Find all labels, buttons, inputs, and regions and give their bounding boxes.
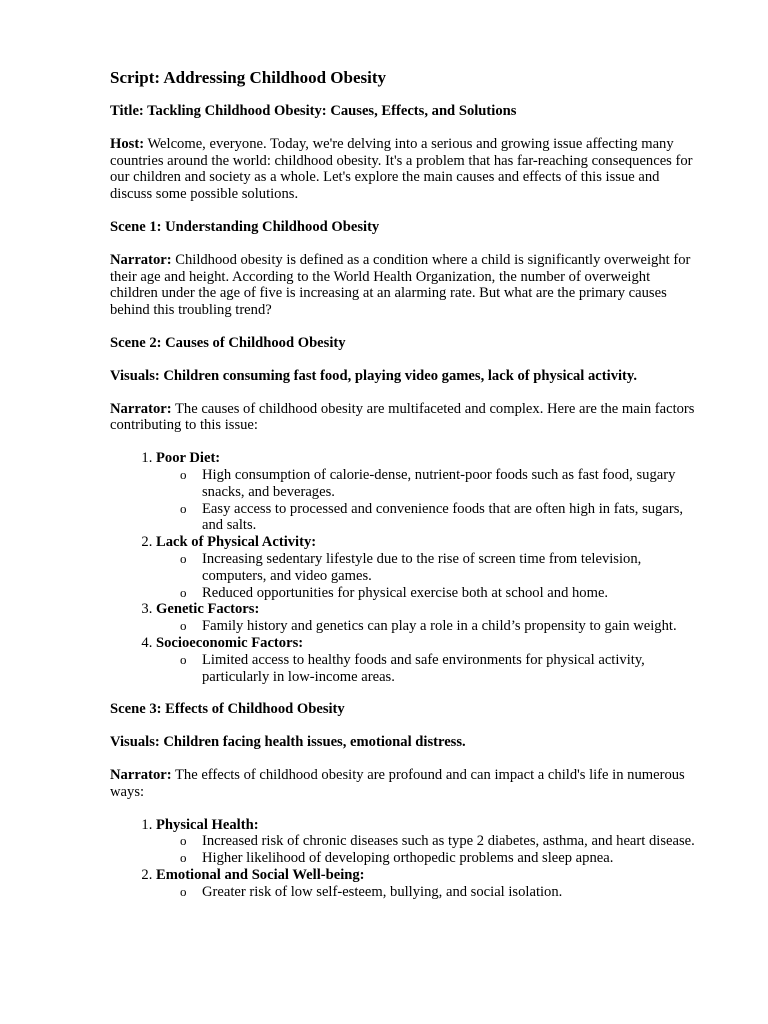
list-item xyxy=(156,635,700,685)
list-item xyxy=(156,817,700,867)
scene2-heading: Scene 2: Causes of Childhood Obesity xyxy=(110,334,346,351)
document-page xyxy=(110,68,700,916)
sub-list-item: o Reduced opportunities for physical exercise both at school and home. xyxy=(202,585,700,602)
scene2-narrator-paragraph xyxy=(110,401,700,435)
effect-title: Physical Health: xyxy=(156,816,259,833)
cause-title: Socioeconomic Factors: xyxy=(156,634,304,651)
scene1-narrator-paragraph xyxy=(110,252,700,319)
cause-title: Genetic Factors: xyxy=(156,601,260,618)
effects-list xyxy=(110,817,700,901)
effect-title: Emotional and Social Well-being: xyxy=(156,866,365,883)
script-title-line: Title: Tackling Childhood Obesity: Causes, Effects, and Solutions xyxy=(110,103,517,119)
sub-list xyxy=(156,467,700,534)
sub-list-item: o Greater risk of low self-esteem, bullying, and social isolation. xyxy=(202,884,700,901)
sub-list xyxy=(156,884,700,901)
scene1-heading: Scene 1: Understanding Childhood Obesity xyxy=(110,218,380,235)
list-item xyxy=(156,867,700,901)
sub-list xyxy=(156,652,700,686)
scene3-visuals: Visuals: Children facing health issues, emotional distress. xyxy=(110,734,466,751)
sub-list-item: o High consumption of calorie-dense, nutrient-poor foods such as fast food, sugary snacks, and beverages. xyxy=(202,467,700,501)
sub-list xyxy=(156,551,700,601)
document-title: Script: Addressing Childhood Obesity xyxy=(110,68,387,87)
sub-list-item: o Limited access to healthy foods and safe environments for physical activity, particularly in low-income areas. xyxy=(202,652,700,686)
scene3-narrator-paragraph xyxy=(110,767,700,801)
scene3-narrator-text: The effects of childhood obesity are profound and can impact a child's life in numerous ways: xyxy=(110,766,685,800)
list-item xyxy=(156,534,700,601)
causes-list xyxy=(110,450,700,685)
sub-list-item: o Family history and genetics can play a role in a child’s propensity to gain weight. xyxy=(202,618,700,635)
sub-list-item: o Easy access to processed and convenience foods that are often high in fats, sugars, and salts. xyxy=(202,501,700,535)
host-paragraph xyxy=(110,136,700,203)
scene2-narrator-label: Narrator: xyxy=(110,400,172,417)
host-text: Welcome, everyone. Today, we're delving into a serious and growing issue affecting many countries around the world: childhood obesity. It's a problem that has far-reaching consequences for our children and society as a whole. Let's explore the main causes and effects of this issue and discuss some possible solutions. xyxy=(110,135,693,203)
list-item xyxy=(156,450,700,534)
sub-list-item: o Increased risk of chronic diseases such as type 2 diabetes, asthma, and heart disease. xyxy=(202,833,700,850)
sub-list-item: o Higher likelihood of developing orthopedic problems and sleep apnea. xyxy=(202,850,700,867)
cause-title: Lack of Physical Activity: xyxy=(156,534,317,551)
scene3-narrator-label: Narrator: xyxy=(110,766,172,783)
sub-list xyxy=(156,618,700,635)
list-item xyxy=(156,601,700,635)
scene3-heading: Scene 3: Effects of Childhood Obesity xyxy=(110,701,345,718)
scene2-narrator-text: The causes of childhood obesity are multifaceted and complex. Here are the main factors contributing to this issue: xyxy=(110,400,695,434)
scene2-visuals: Visuals: Children consuming fast food, playing video games, lack of physical activity. xyxy=(110,367,638,384)
host-label: Host: xyxy=(110,135,145,152)
scene1-narrator-text: Childhood obesity is defined as a condition where a child is significantly overweight for their age and height. According to the World Health Organization, the number of overweight children under the age of five is increasing at an alarming rate. But what are the primary causes behind this troubling trend? xyxy=(110,251,691,319)
scene1-narrator-label: Narrator: xyxy=(110,251,172,268)
sub-list xyxy=(156,833,700,867)
cause-title: Poor Diet: xyxy=(156,450,221,467)
sub-list-item: o Increasing sedentary lifestyle due to the rise of screen time from television, computers, and video games. xyxy=(202,551,700,585)
